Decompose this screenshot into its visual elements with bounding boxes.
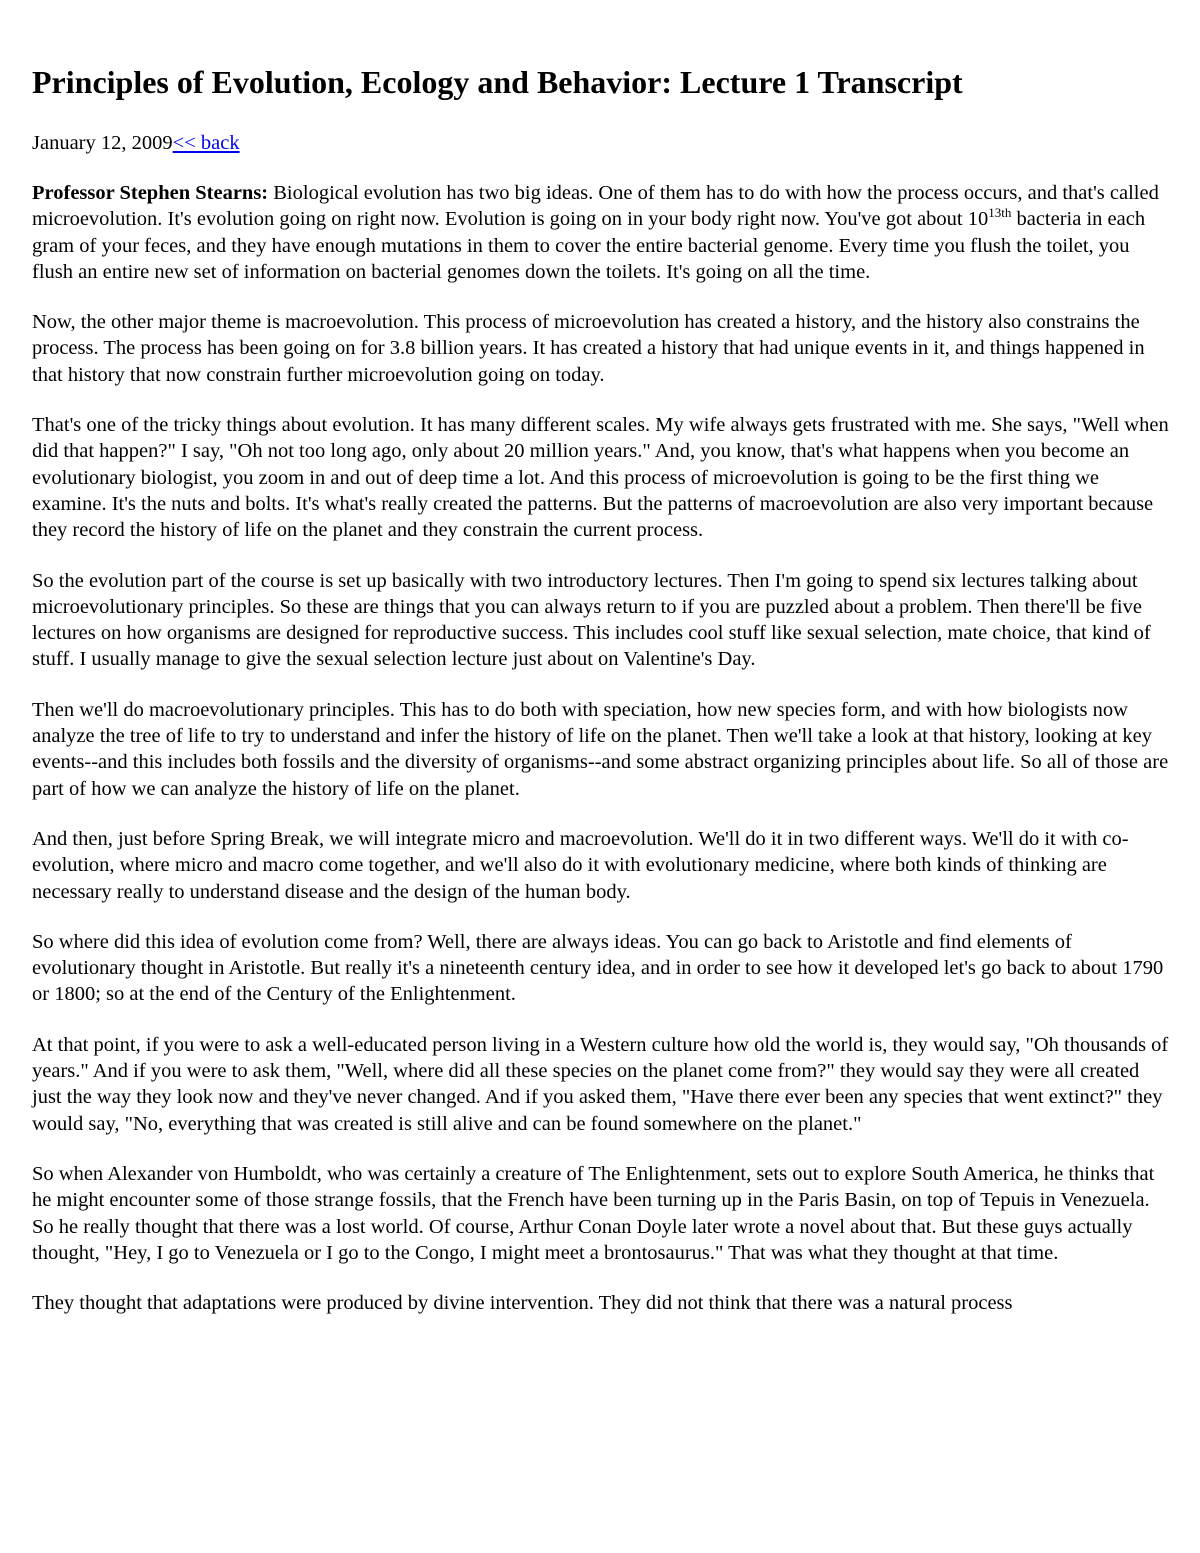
exponent: 13th — [988, 205, 1012, 221]
paragraph-8: At that point, if you were to ask a well-educated person living in a Western culture how old the world is, they would say, "Oh thousands of years." And if you were to ask them, "Well, where did all these species on the planet come from?" they would say they were all created just the way they look now and they've never changed. And if you asked them, "Have there ever been any species that went extinct?" they would say, "No, everything that was created is still alive and can be found somewhere on the planet." — [32, 1033, 1169, 1135]
paragraph-1-text-a: Biological evolution has two big ideas. One of them has to do with how the process occurs, and that's called microevolution. It's evolution going on right now. Evolution is going on in your body right now. You've got about 10 — [32, 182, 1159, 231]
paragraph-6: And then, just before Spring Break, we will integrate micro and macroevolution. We'll do it in two different ways. We'll do it with co-evolution, where micro and macro come together, and we'll also do it with evolutionary medicine, where both kinds of thinking are necessary really to understand disease and the design of the human body. — [32, 827, 1129, 903]
paragraph-2: Now, the other major theme is macroevolution. This process of microevolution has created a history, and the history also constrains the process. The process has been going on for 3.8 billion years. It has created a history that had unique events in it, and things happened in that history that now constrain further microevolution going on today. — [32, 311, 1145, 386]
paragraph-5: Then we'll do macroevolutionary principles. This has to do both with speciation, how new species form, and with how biologists now analyze the tree of life to try to understand and infer the history of life on the planet. Then we'll take a look at that history, looking at key events--and this includes both fossils and the diversity of organisms--and some abstract organizing principles about life. So all of those are part of how we can analyze the history of life on the planet. — [32, 698, 1169, 800]
back-link[interactable]: << back — [172, 132, 240, 154]
paragraph-10: They thought that adaptations were produced by divine intervention. They did not think that there was a natural process — [32, 1292, 1013, 1315]
speaker-name: Professor Stephen Stearns: — [32, 182, 269, 204]
paragraph-7: So where did this idea of evolution come from? Well, there are always ideas. You can go back to Aristotle and find elements of evolutionary thought in Aristotle. But really it's a nineteenth century idea, and in order to see how it developed let's go back to about 1790 or 1800; so at the end of the Century of the Enlightenment. — [32, 930, 1164, 1006]
paragraph-3: That's one of the tricky things about evolution. It has many different scales. My wife always gets frustrated with me. She says, "Well when did that happen?" I say, "Oh not too long ago, only about 20 million years." And, you know, that's what happens when you become an evolutionary biologist, you zoom in and out of deep time a lot. And this process of microevolution is going to be the first thing we examine. It's the nuts and bolts. It's what's really created the patterns. But the patterns of macroevolution are also very important because they record the history of life on the planet and they constrain the current process. — [32, 414, 1169, 542]
transcript-page — [32, 62, 1172, 1340]
page-title: Principles of Evolution, Ecology and Behavior: Lecture 1 Transcript — [32, 64, 963, 100]
paragraph-1-text-b: bacteria in each gram of your feces, and they have enough mutations in them to cover the entire bacterial genome. Every time you flush the toilet, you flush an entire new set of information on bacterial genomes down the toilets. It's going on all the time. — [32, 208, 1146, 283]
paragraph-1 — [32, 180, 1172, 285]
dateline — [32, 130, 1172, 156]
lecture-date: January 12, 2009 — [32, 132, 173, 154]
paragraph-9: So when Alexander von Humboldt, who was certainly a creature of The Enlightenment, sets out to explore South America, he thinks that he might encounter some of those strange fossils, that the French have been turning up in the Paris Basin, on top of Tepuis in Venezuela. So he really thought that there was a lost world. Of course, Arthur Conan Doyle later wrote a novel about that. But these guys actually thought, "Hey, I go to Venezuela or I go to the Congo, I might meet a brontosaurus." That was what they thought at that time. — [32, 1162, 1155, 1264]
paragraph-4: So the evolution part of the course is set up basically with two introductory lectures. Then I'm going to spend six lectures talking about microevolutionary principles. So these are things that you can always return to if you are puzzled about a problem. Then there'll be five lectures on how organisms are designed for reproductive success. This includes cool stuff like sexual selection, mate choice, that kind of stuff. I usually manage to give the sexual selection lecture just about on Valentine's Day. — [32, 569, 1151, 671]
